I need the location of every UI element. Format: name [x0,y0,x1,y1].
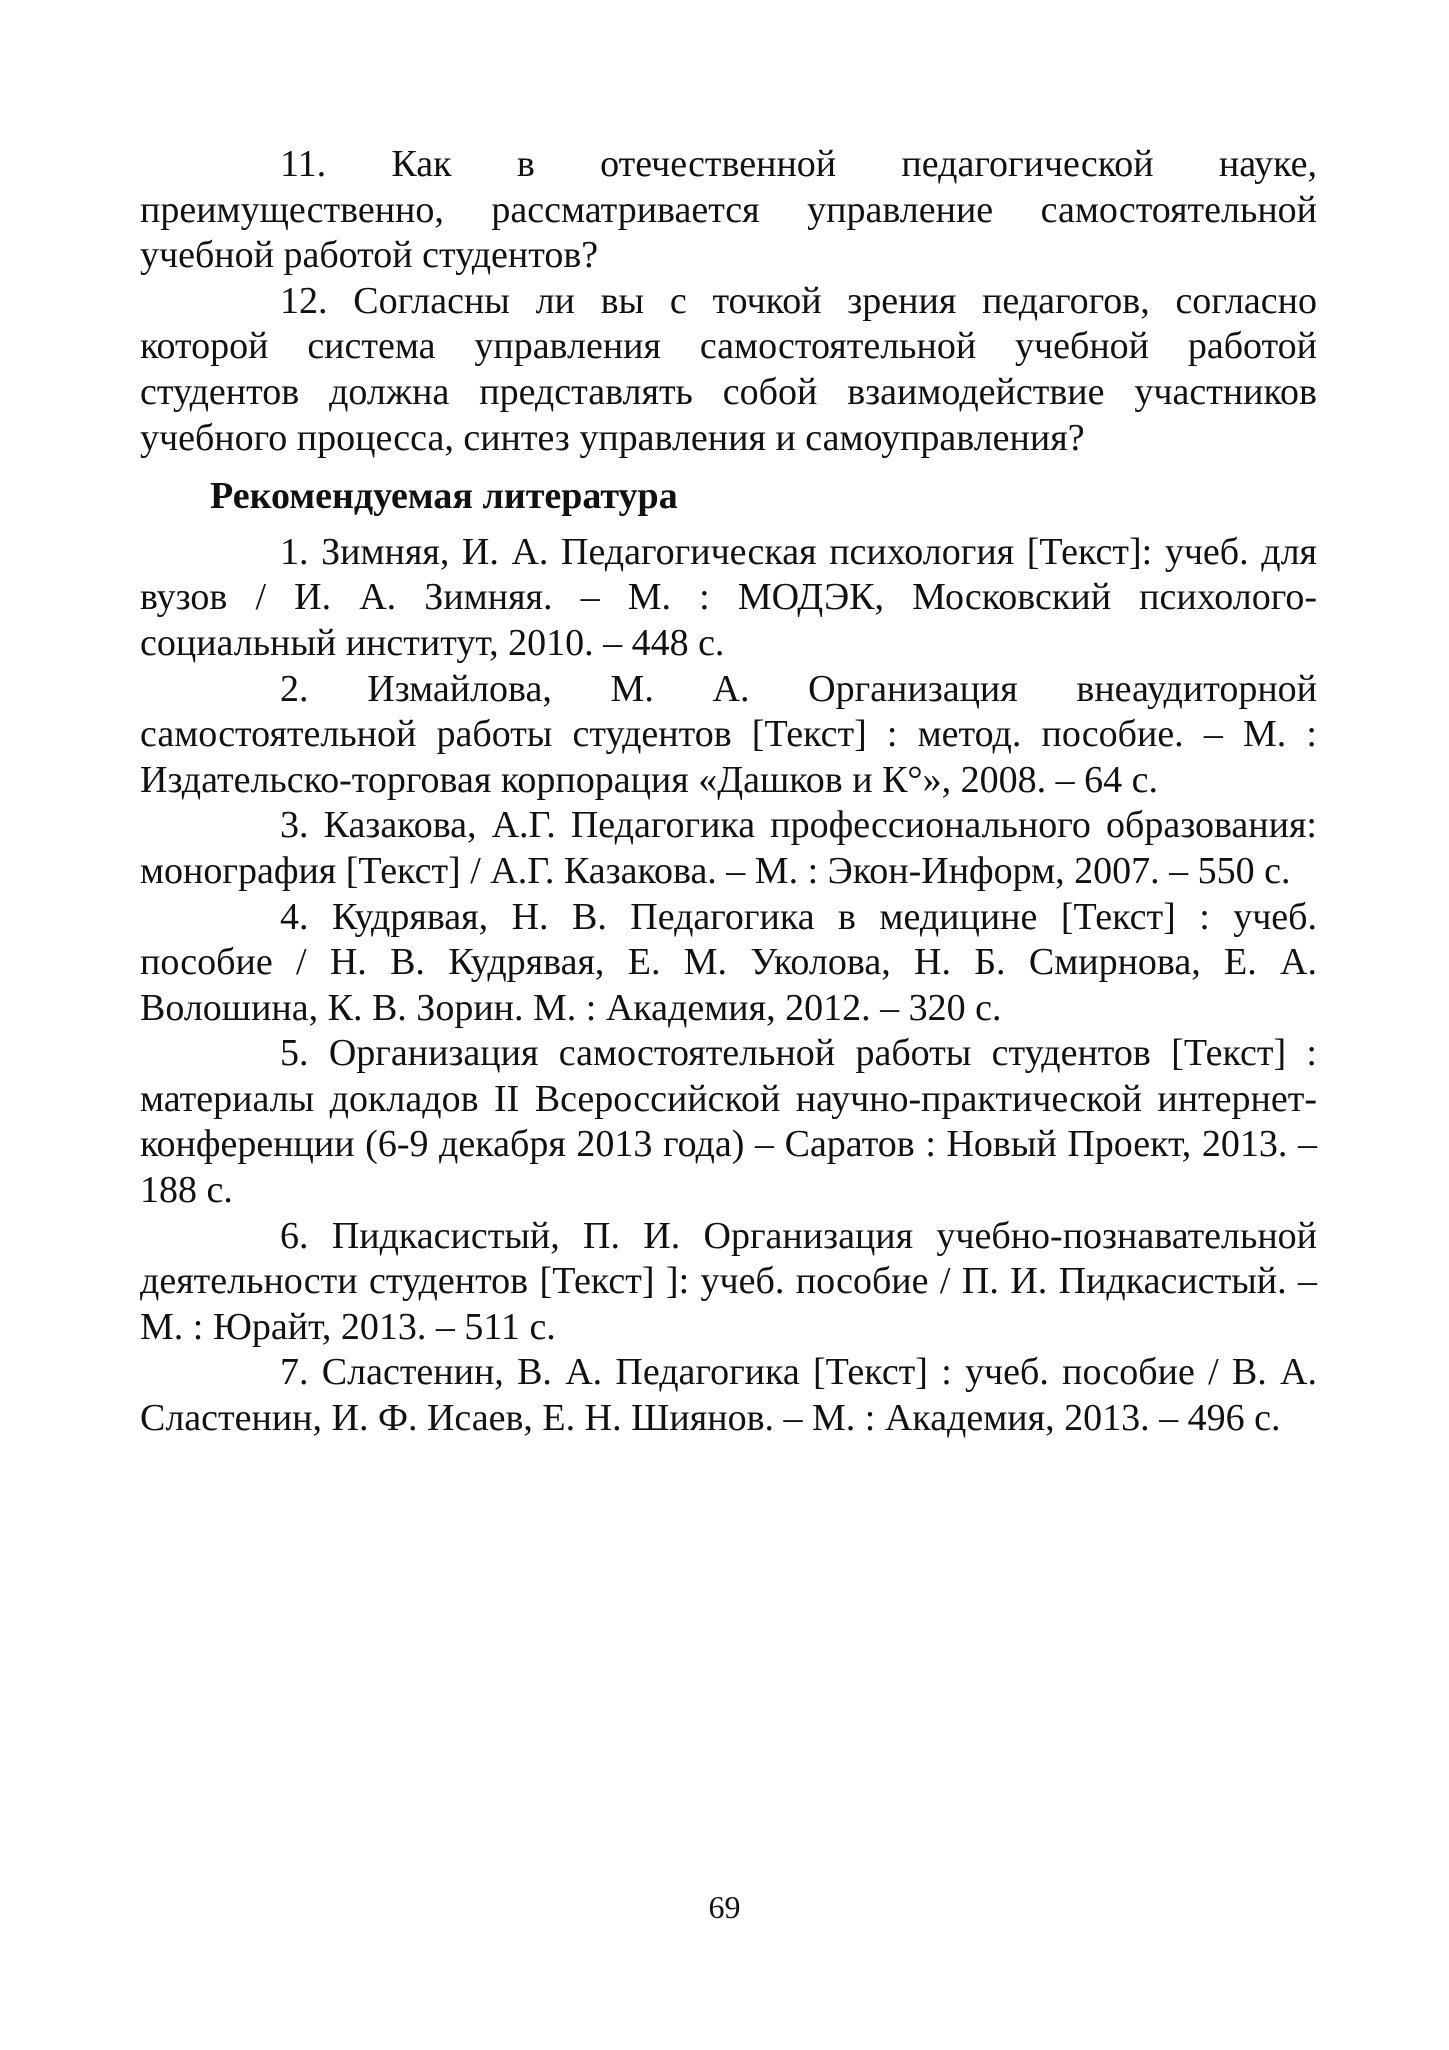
literature-text: Казакова, А.Г. Педагогика профессионального образования: монография [Текст] / А.Г. Казакова. – М. : Экон-Информ, 2007. – 550 с. [140,804,1317,892]
literature-item [140,530,1317,667]
literature-text: Пидкасистый, П. И. Организация учебно-познавательной деятельности студентов [Текст] ]: учеб. пособие / П. И. Пидкасистый. – М. : Юрайт, 2013. – 511 с. [140,1214,1318,1348]
literature-item [140,667,1317,804]
literature-number: 1. [280,530,309,573]
page-number: 69 [708,1889,741,1925]
literature-text: Организация самостоятельной работы студентов [Текст] : материалы докладов II Всероссийской научно-практической интернет-конференции (6-9 декабря 2013 года) – Саратов : Новый Проект, 2013. – 188 с. [140,1032,1317,1212]
literature-number: 3. [280,804,309,847]
literature-text: Зимняя, И. А. Педагогическая психология [Текст]: учеб. для вузов / И. А. Зимняя. – М. : МОДЭК, Московский психолого-социальный институт, 2010. – 448 с. [140,530,1318,664]
question-text: Согласны ли вы с точкой зрения педагогов, согласно которой система управления самостоятельной учебной работой студентов должна представлять собой взаимодействие участников учебного процесса, синтез управления и самоуправления? [140,279,1317,459]
question-text: Как в отечественной педагогической науке, преимущественно, рассматривается управление самостоятельной учебной работой студентов? [140,143,1318,277]
question-item [140,279,1317,461]
question-item [140,142,1317,279]
literature-item [140,803,1317,894]
question-number: 11. [280,143,327,185]
literature-text: Кудрявая, Н. В. Педагогика в медицине [Текст] : учеб. пособие / Н. В. Кудрявая, Е. М. Уколова, Н. Б. Смирнова, Е. А. Волошина, К. В. Зорин. М. : Академия, 2012. – 320 с. [140,895,1318,1029]
literature-text: Измайлова, М. А. Организация внеаудиторной самостоятельной работы студентов [Текст] : метод. пособие. – М. : Издательско-торговая корпорация «Дашков и К°», 2008. – 64 с. [140,667,1317,801]
page-content [140,142,1317,1442]
literature-number: 5. [280,1032,309,1075]
question-number: 12. [280,279,328,322]
literature-item [140,1350,1317,1441]
literature-item [140,1214,1317,1351]
literature-item [140,895,1317,1032]
literature-heading: Рекомендуемая литература [210,475,678,518]
literature-number: 2. [280,667,309,710]
literature-number: 6. [280,1214,309,1257]
literature-text: Сластенин, В. А. Педагогика [Текст] : учеб. пособие / В. А. Сластенин, И. Ф. Исаев, Е. Н. Шиянов. – М. : Академия, 2013. – 496 с. [140,1351,1317,1440]
literature-number: 7. [280,1351,309,1394]
literature-number: 4. [280,895,309,938]
literature-item [140,1031,1317,1213]
